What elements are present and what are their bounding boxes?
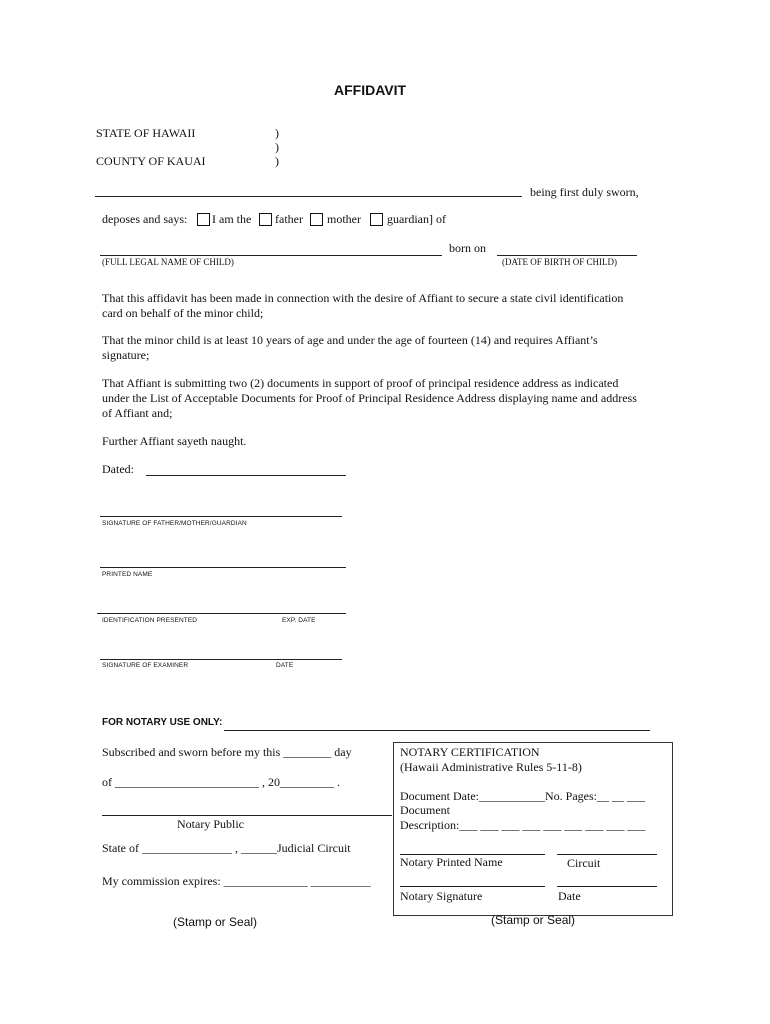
venue-state: STATE OF HAWAII xyxy=(96,126,196,140)
affiant-name-line[interactable] xyxy=(95,196,522,197)
notary-divider xyxy=(224,730,650,731)
notary-signature-label: Notary Signature xyxy=(400,889,483,903)
printed-name-label: PRINTED NAME xyxy=(102,571,153,578)
printed-name-line[interactable] xyxy=(100,567,346,568)
circuit-line[interactable] xyxy=(557,854,657,855)
parent-signature-label: SIGNATURE OF FATHER/MOTHER/GUARDIAN xyxy=(102,520,247,527)
i-am-checkbox[interactable] xyxy=(197,213,210,226)
id-presented-line[interactable] xyxy=(97,613,346,614)
description-text: Description:___ ___ ___ ___ ___ ___ ___ ___ ___ xyxy=(400,818,646,832)
dated-line[interactable] xyxy=(146,475,346,476)
father-checkbox[interactable] xyxy=(259,213,272,226)
guardian-label: guardian] of xyxy=(387,212,446,226)
subscribed-text: Subscribed and sworn before my this ________ day xyxy=(102,745,352,759)
child-name-label: (FULL LEGAL NAME OF CHILD) xyxy=(102,257,234,267)
child-dob-label: (DATE OF BIRTH OF CHILD) xyxy=(502,257,617,267)
guardian-checkbox[interactable] xyxy=(370,213,383,226)
examiner-signature-line[interactable] xyxy=(100,659,342,660)
notary-signature-line[interactable] xyxy=(400,886,545,887)
exp-date-label: EXP. DATE xyxy=(282,617,316,624)
venue-paren: ) xyxy=(275,154,279,168)
stamp-seal-left: (Stamp or Seal) xyxy=(173,915,258,929)
mother-checkbox[interactable] xyxy=(310,213,323,226)
child-name-line[interactable] xyxy=(100,255,442,256)
sworn-text: being first duly sworn, xyxy=(530,185,639,199)
commission-text: My commission expires: ______________ __________ xyxy=(102,874,371,888)
father-label: father xyxy=(275,212,303,226)
deposes-text: deposes and says: xyxy=(102,212,188,226)
examiner-date-label: DATE xyxy=(276,662,294,669)
paragraph-3: That Affiant is submitting two (2) documents in support of proof of principal residence address as indicated under the List of Acceptable Documents for Proof of Principal Residence Address displaying name and address of Affiant and; xyxy=(102,376,637,420)
examiner-signature-label: SIGNATURE OF EXAMINER xyxy=(102,662,189,669)
parent-signature-line[interactable] xyxy=(100,516,342,517)
notary-public-line[interactable] xyxy=(102,815,392,816)
circuit-label: Circuit xyxy=(567,856,601,870)
notary-printed-name-label: Notary Printed Name xyxy=(400,855,503,869)
notary-heading: FOR NOTARY USE ONLY: xyxy=(102,717,223,728)
paragraph-2: That the minor child is at least 10 years of age and under the age of fourteen (14) and requires Affiant’s signature; xyxy=(102,333,598,362)
dated-label: Dated: xyxy=(102,462,134,476)
venue-paren: ) xyxy=(275,140,279,154)
paragraph-1: That this affidavit has been made in connection with the desire of Affiant to secure a state civil identification card on behalf of the minor child; xyxy=(102,291,624,320)
of-year-text: of ________________________ , 20_________ . xyxy=(102,775,340,789)
document-label: Document xyxy=(400,803,450,817)
notary-date-line[interactable] xyxy=(557,886,657,887)
notary-cert-subtitle: (Hawaii Administrative Rules 5-11-8) xyxy=(400,760,582,774)
notary-cert-title: NOTARY CERTIFICATION xyxy=(400,745,540,759)
id-presented-label: IDENTIFICATION PRESENTED xyxy=(102,617,198,624)
mother-label: mother xyxy=(327,212,361,226)
venue-county: COUNTY OF KAUAI xyxy=(96,154,206,168)
paragraph-4: Further Affiant sayeth naught. xyxy=(102,434,247,448)
notary-date-label: Date xyxy=(558,889,581,903)
notary-public-label: Notary Public xyxy=(177,817,244,831)
document-title: AFFIDAVIT xyxy=(334,82,407,98)
child-dob-line[interactable] xyxy=(497,255,637,256)
i-am-label: I am the xyxy=(212,212,252,226)
stamp-seal-right: (Stamp or Seal) xyxy=(491,913,576,927)
state-circuit-text: State of _______________ , ______Judicial Circuit xyxy=(102,841,351,855)
document-date-text: Document Date:___________No. Pages:__ __ ___ xyxy=(400,789,645,803)
born-on-text: born on xyxy=(449,241,486,255)
venue-paren: ) xyxy=(275,126,279,140)
